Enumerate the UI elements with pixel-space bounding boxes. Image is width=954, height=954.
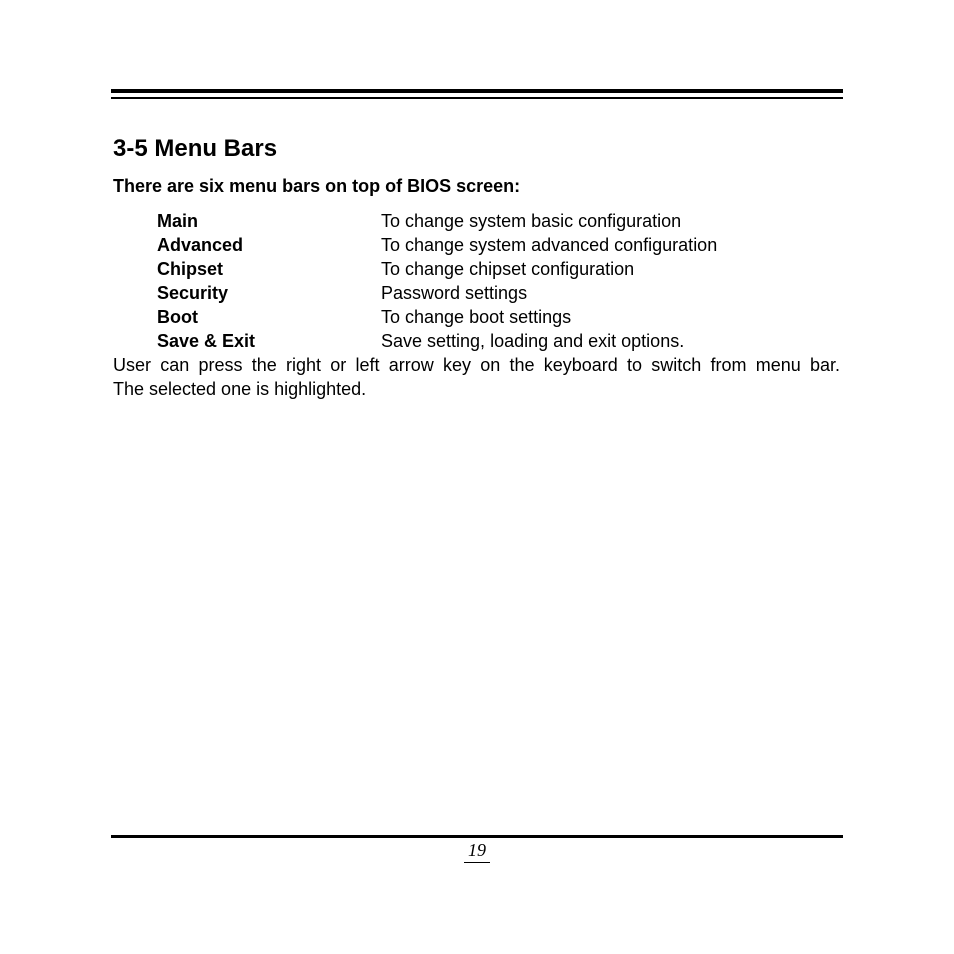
paragraph-line-1: User can press the right or left arrow key on the keyboard to switch from menu bar.	[113, 355, 840, 375]
menu-bar-list	[157, 209, 797, 353]
page-number: 19	[464, 840, 490, 863]
menu-bar-description: Save setting, loading and exit options.	[381, 331, 685, 351]
menu-bar-description: To change system advanced configuration	[381, 235, 718, 255]
section-title: 3-5 Menu Bars	[113, 135, 278, 162]
header-rule-thin	[111, 97, 843, 99]
header-rule-thick	[111, 89, 843, 93]
menu-bar-description: To change boot settings	[381, 307, 572, 327]
header-double-rule	[111, 89, 843, 100]
menu-bar-row-chipset	[157, 257, 797, 281]
menu-bar-row-security	[157, 281, 797, 305]
menu-bar-name: Chipset	[157, 259, 224, 279]
paragraph-line-2: The selected one is highlighted.	[113, 379, 367, 399]
menu-bar-name: Main	[157, 211, 199, 231]
menu-bar-name: Security	[157, 283, 229, 303]
navigation-paragraph	[113, 353, 840, 401]
menu-bar-description: To change chipset configuration	[381, 259, 635, 279]
menu-bar-description: To change system basic configuration	[381, 211, 682, 231]
menu-bar-row-advanced	[157, 233, 797, 257]
menu-bar-name: Save & Exit	[157, 331, 256, 351]
menu-bar-name: Advanced	[157, 235, 244, 255]
menu-bar-row-save-exit	[157, 329, 797, 353]
menu-bar-description: Password settings	[381, 283, 528, 303]
menu-bar-row-main	[157, 209, 797, 233]
menu-bar-name: Boot	[157, 307, 198, 327]
footer-rule	[111, 835, 843, 838]
section-intro: There are six menu bars on top of BIOS screen:	[113, 176, 521, 196]
menu-bar-row-boot	[157, 305, 797, 329]
